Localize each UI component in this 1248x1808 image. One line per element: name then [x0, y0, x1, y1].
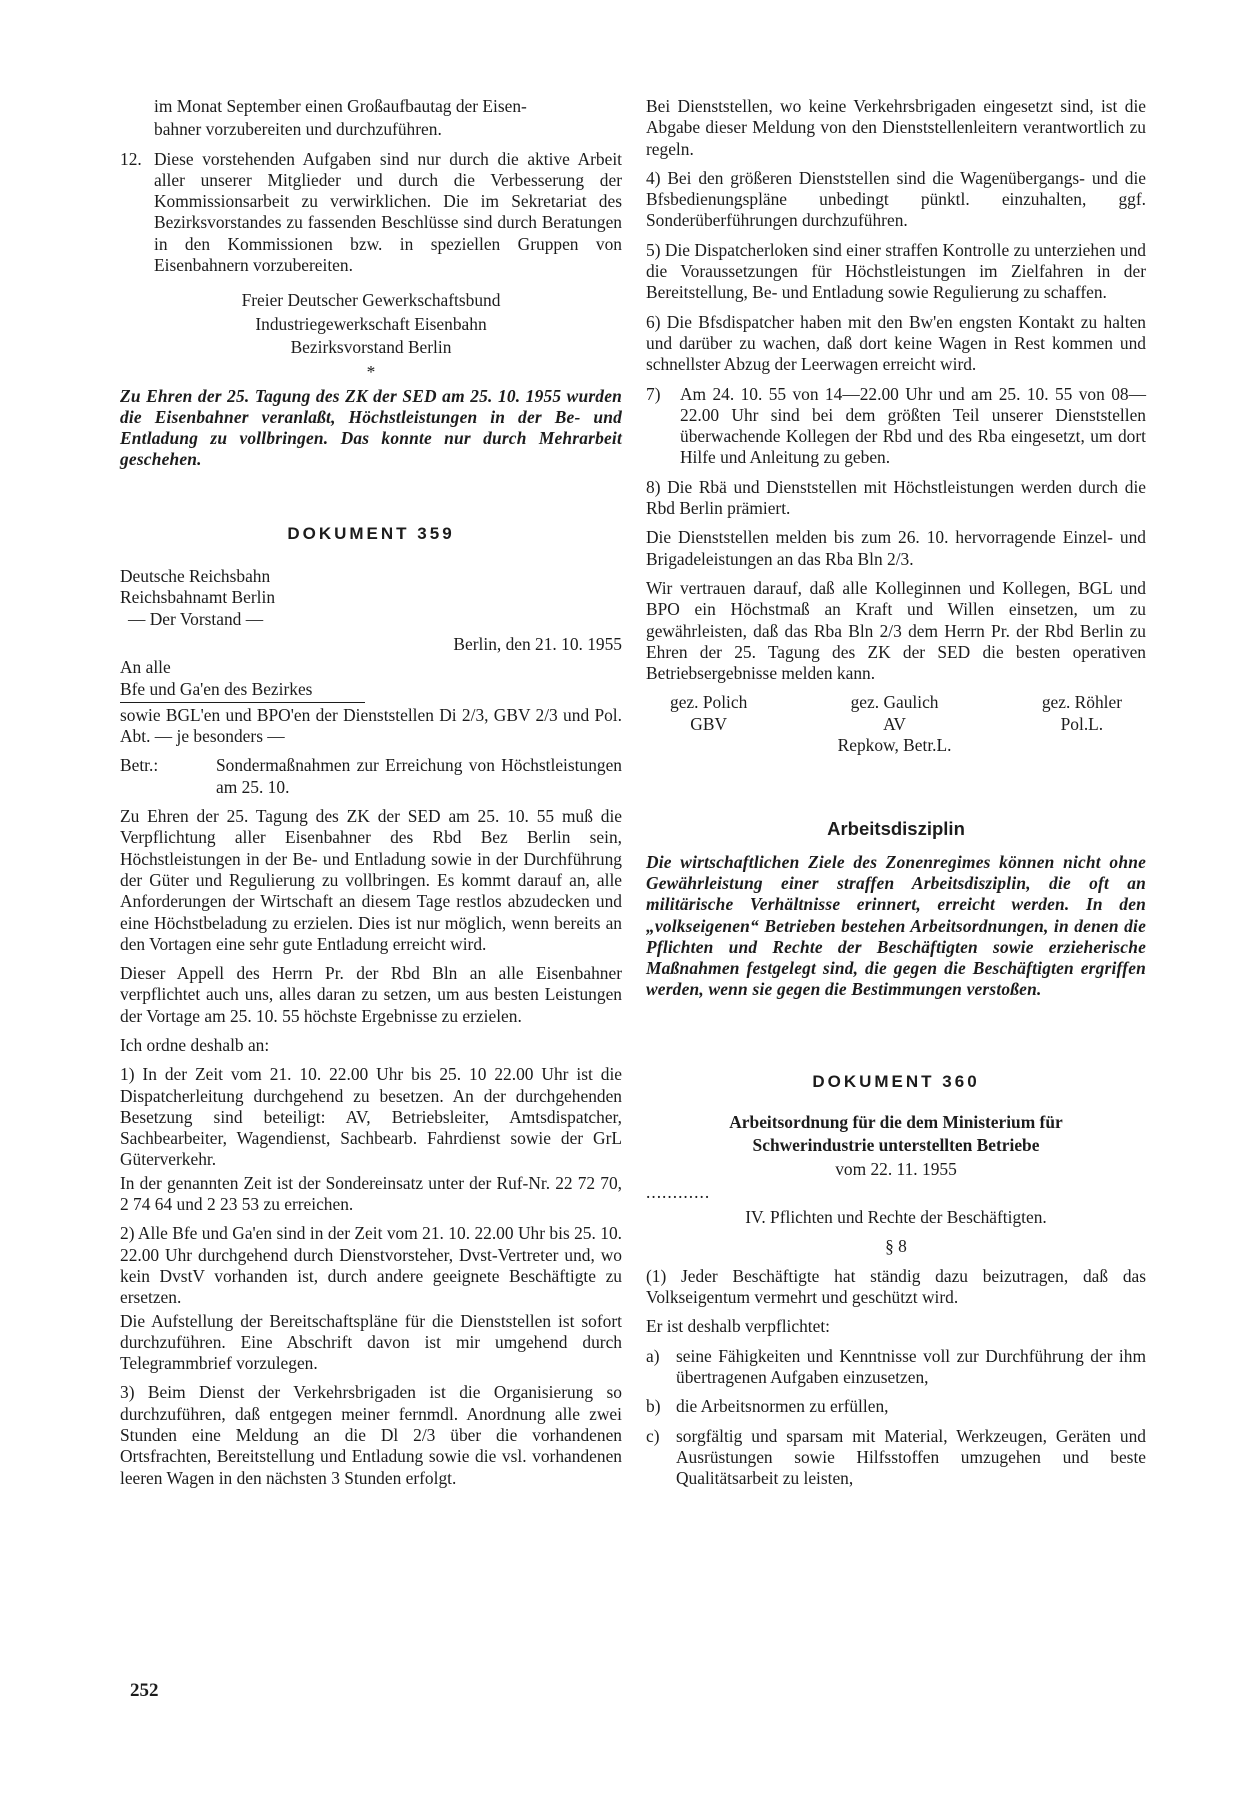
paragraph-4: Wir vertrauen darauf, daß alle Kolleginnen und Kollegen, BGL und BPO ein Höchstmaß an Kraft und Willen einsetzen, um zu gewährleisten, daß das Rba Bln 2/3 dem Herrn Pr. der Rbd Berlin zu Ehren der 25. Tagung des ZK der SED die besten operativen Betriebsergebnisse melden kann.	[646, 577, 1146, 684]
page-number: 252	[130, 1680, 159, 1701]
sender-line-3: — Der Vorstand —	[128, 608, 264, 629]
signature-polich	[670, 692, 747, 756]
left-column	[120, 96, 622, 1497]
intro-line-2: bahner vorzubereiten und durchzuführen.	[154, 119, 442, 140]
intro-line-1: im Monat September einen Großaufbautag der Eisen-	[154, 96, 527, 116]
signature-gaulich	[838, 692, 952, 756]
subject-text: Sondermaßnahmen zur Erreichung von Höchstleistungen am 25. 10.	[216, 755, 622, 797]
editorial-note: Zu Ehren der 25. Tagung des ZK der SED am 25. 10. 1955 wurden die Eisenbahner veranlaßt, Höchstleistungen in der Be- und Entladung zu vollbringen. Das konnte nur durch Mehrarbeit geschehen.	[120, 385, 622, 470]
subject-label: Betr.:	[120, 755, 159, 776]
sender-line-2: Reichsbahnamt Berlin	[120, 587, 276, 608]
paragraph-2: Dieser Appell des Herrn Pr. der Rbd Bln an alle Eisenbahner verpflichtet auch uns, alles daran zu setzen, um aus besten Leistungen der Vortage am 25. 10. 55 höchste Ergebnisse zu erzielen.	[120, 963, 622, 1026]
document-360-title-1: Arbeitsordnung für die dem Ministerium für	[729, 1111, 1063, 1132]
order-3: 3) Beim Dienst der Verkehrsbrigaden ist die Organisierung so durchzuführen, daß entgegen meiner fernmdl. Anordnung alle zwei Stunden eine Meldung an die Dl 2/3 über die vorhandenen Ortsfrachten, Bereitstellung und Entladung sowie die vsl. vorhandenen leeren Wagen in den nächsten 3 Stunden erfolgt.	[120, 1382, 622, 1488]
list-item-c-letter: c)	[646, 1425, 660, 1446]
order-5: 5) Die Dispatcherloken sind einer straffen Kontrolle zu unterziehen und die Voraussetzungen für Höchstleistungen im Zielfahren in der Bereitstellung, Be- und Entladung sowie Regulierung zu schaffen.	[646, 239, 1146, 303]
paragraph-sign: § 8	[885, 1236, 907, 1257]
right-column	[646, 96, 1146, 1497]
order-2b: Die Aufstellung der Bereitschaftspläne für die Dienststellen ist sofort durchzuführen. Eine Abschrift davon ist mir umgehend durch Telegrammbrief vorzulegen.	[120, 1310, 622, 1374]
addressee-1: An alle	[120, 657, 171, 678]
signature-roehler	[1042, 692, 1122, 756]
paragraph-1: Zu Ehren der 25. Tagung des ZK der SED am 25. 10. 55 muß die Verpflichtung aller Eisenbahner des Rbd Bez Berlin sein, Höchstleistungen in der Be- und Entladung sowie in der Durchführung der Güter und Regulierung zu vollbringen. Es kommt darauf an, alle Anforderungen der Wirtschaft an diesem Tage restlos abzudecken und eine Höchstbeladung zu erzielen. Dies ist nur möglich, wenn bereits an den Vortagen eine sehr gute Entladung erreicht wird.	[120, 806, 622, 954]
order-7-text: Am 24. 10. 55 von 14—22.00 Uhr und am 25. 10. 55 von 08—22.00 Uhr sind bei dem größten Teil unserer Dienststellen überwachende Kollegen der Rbd und des Rba eingesetzt, um dort Hilfe und Anleitung zu geben.	[680, 383, 1146, 468]
order-1: 1) In der Zeit vom 21. 10. 22.00 Uhr bis 25. 10 22.00 Uhr ist die Dispatcherleitung durchgehend zu besetzen. An der durchgehenden Besetzung sind beteiligt: AV, Betriebsleiter, Amtsdispatcher, Sachbearbeiter, Wagendienst, Sachbearb. Fahrdienst sowie der GrL Güterverkehr.	[120, 1064, 622, 1170]
list-item-a-letter: a)	[646, 1345, 660, 1366]
signature-repkow: Repkow, Betr.L.	[837, 735, 952, 756]
letter-date: Berlin, den 21. 10. 1955	[453, 633, 622, 654]
item-12-text: Diese vorstehenden Aufgaben sind nur durch die aktive Arbeit aller unserer Mitglieder und durch die Verbesserung der Kommissionsarbeit zu verwirklichen. Die im Sekretariat des Bezirksvorstandes zu fassenden Beschlüsse sind durch Beratungen in den Kommissionen bzw. in speziellen Gruppen von Eisenbahnern vorzubereiten.	[154, 148, 622, 276]
addressee-3: sowie BGL'en und BPO'en der Dienststellen Di 2/3, GBV 2/3 und Pol. Abt. — je besonders —	[120, 704, 622, 747]
chapter-heading: IV. Pflichten und Rechte der Beschäftigten.	[745, 1207, 1047, 1228]
addressee-2-wrap	[120, 679, 622, 703]
section-heading-arbeitsdisziplin: Arbeitsdisziplin	[827, 818, 965, 840]
list-item-c	[646, 1426, 1146, 1490]
list-item-c-text: sorgfältig und sparsam mit Material, Werkzeugen, Geräten und Ausrüstungen sowie Hilfsstoffen umzugehen und beste Qualitätsarbeit zu leisten,	[676, 1425, 1146, 1489]
document-359-heading: DOKUMENT 359	[287, 523, 455, 543]
document-360-heading: DOKUMENT 360	[812, 1071, 980, 1091]
document-360-date: vom 22. 11. 1955	[835, 1158, 957, 1179]
order-4: 4) Bei den größeren Dienststellen sind die Wagenübergangs- und die Bfsbedienungspläne unbedingt pünktl. einzuhalten, ggf. Sonderüberführungen durchzuführen.	[646, 167, 1146, 231]
paragraph-3: Die Dienststellen melden bis zum 26. 10. hervorragende Einzel- und Brigadeleistungen an das Rba Bln 2/3.	[646, 527, 1146, 569]
list-item-a-text: seine Fähigkeiten und Kenntnisse voll zur Durchführung der ihm übertragenen Aufgaben einzusetzen,	[676, 1345, 1146, 1387]
order-1b: In der genannten Zeit ist der Sondereinsatz unter der Ruf-Nr. 22 72 70, 2 74 64 und 2 23 53 zu erreichen.	[120, 1172, 622, 1215]
order-2: 2) Alle Bfe und Ga'en sind in der Zeit vom 21. 10. 22.00 Uhr bis 25. 10. 22.00 Uhr durchgehend durch Dienstvorsteher, Dvst-Vertreter und, wo kein DvstV vorhanden ist, durch andere geeignete Beschäftigte zu ersetzen.	[120, 1223, 622, 1308]
ellipsis-dots: ............	[646, 1181, 711, 1202]
order-intro: Ich ordne deshalb an:	[120, 1034, 270, 1055]
document-360-title-2: Schwerindustrie unterstellten Betriebe	[752, 1135, 1040, 1156]
signature-gaulich-title: AV	[883, 713, 906, 734]
item-12	[120, 149, 622, 277]
list-item-b	[646, 1396, 1146, 1417]
signature-gaulich-name: gez. Gaulich	[850, 692, 939, 713]
continuation-paragraph: Bei Dienststellen, wo keine Verkehrsbrigaden eingesetzt sind, ist die Abgabe dieser Meldung von den Dienststellenleitern verantwortlich zu regeln.	[646, 96, 1146, 159]
signature-org-1: Freier Deutscher Gewerkschaftsbund	[241, 290, 501, 311]
order-8: 8) Die Rbä und Dienststellen mit Höchstleistungen werden durch die Rbd Berlin prämiert.	[646, 476, 1146, 519]
asterisk-divider: *	[366, 362, 376, 383]
list-item-a	[646, 1346, 1146, 1389]
signature-org-2: Industriegewerkschaft Eisenbahn	[255, 313, 487, 334]
signature-polich-title: GBV	[690, 713, 727, 734]
paragraph-8-intro: Er ist deshalb verpflichtet:	[646, 1316, 830, 1337]
signature-block	[646, 692, 1146, 756]
section-italic-note: Die wirtschaftlichen Ziele des Zonenregimes können nicht ohne Gewährleistung einer straffen Arbeitsdisziplin, die oft an militärische Verhältnisse erinnert, erreicht werden. In den „volkseigenen“ Betrieben bestehen Arbeitsordnungen, in denen die Pflichten und Rechte der Beschäftigten sowie erzieherische Maßnahmen festgelegt sind, die gegen die Beschäftigten ergriffen werden, wenn sie gegen die Bestimmungen verstoßen.	[646, 851, 1146, 1000]
paragraph-8-1: (1) Jeder Beschäftigte hat ständig dazu beizutragen, daß das Volkseigentum vermehrt und geschützt wird.	[646, 1265, 1146, 1308]
list-item-b-text: die Arbeitsnormen zu erfüllen,	[676, 1396, 889, 1417]
signature-polich-name: gez. Polich	[670, 692, 748, 713]
signature-roehler-title: Pol.L.	[1060, 713, 1104, 734]
list-item-b-letter: b)	[646, 1396, 661, 1417]
addressee-2: Bfe und Ga'en des Bezirkes	[120, 679, 365, 703]
item-12-number: 12.	[120, 148, 142, 169]
signature-org-3: Bezirksvorstand Berlin	[290, 336, 452, 357]
signature-roehler-name: gez. Röhler	[1041, 692, 1122, 713]
order-6: 6) Die Bfsdispatcher haben mit den Bw'en engsten Kontakt zu halten und darüber zu wachen, daß dort keine Wagen in Rest kommen und schnellster Abzug der Leerwagen erreicht wird.	[646, 311, 1146, 375]
sender-line-1: Deutsche Reichsbahn	[120, 566, 271, 587]
order-7	[646, 384, 1146, 469]
subject-line	[120, 755, 622, 798]
order-7-number: 7)	[646, 383, 661, 404]
